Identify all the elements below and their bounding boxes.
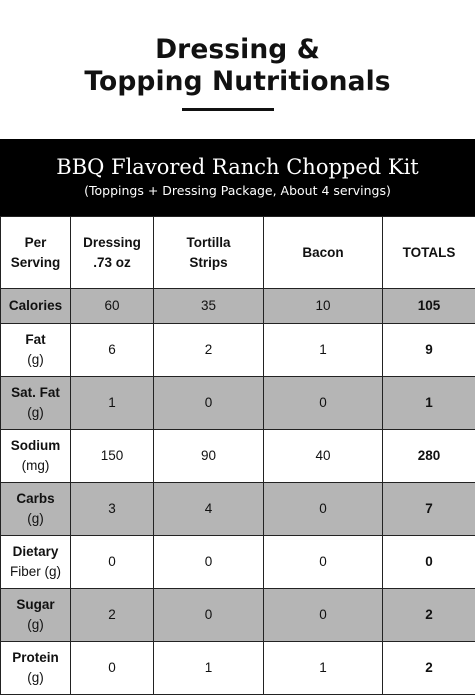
total-value: 7 [383, 483, 475, 536]
bacon-value: 1 [264, 324, 383, 377]
table-row [1, 377, 475, 430]
tortilla-value: 1 [154, 642, 264, 695]
product-serving-note: (Toppings + Dressing Package, About 4 servings) [84, 183, 391, 198]
product-header [0, 139, 475, 216]
table-row [1, 536, 475, 589]
nutrient-label: Sat. Fat [11, 385, 60, 400]
header-dressing [71, 217, 154, 289]
total-value: 2 [383, 642, 475, 695]
nutrient-unit: (g) [27, 405, 44, 420]
page-title-line-2: Topping Nutritionals [84, 66, 391, 97]
tortilla-value: 0 [154, 589, 264, 642]
bacon-value: 0 [264, 536, 383, 589]
nutrient-name [1, 642, 71, 695]
nutrient-name [1, 589, 71, 642]
header-tortilla-strips [154, 217, 264, 289]
nutrient-label: Sodium [10, 438, 61, 453]
header-per-serving [1, 217, 71, 289]
header-per-serving-line-1: Per [24, 234, 47, 250]
bacon-value: 40 [264, 430, 383, 483]
nutrient-unit: (g) [27, 670, 44, 685]
dressing-value: 2 [71, 589, 154, 642]
page-title-line-1: Dressing & [155, 34, 320, 65]
nutrient-label: Protein [12, 650, 59, 665]
dressing-value: 6 [71, 324, 154, 377]
title-underline [182, 108, 274, 111]
total-value: 1 [383, 377, 475, 430]
table-row [1, 642, 475, 695]
table-row [1, 483, 475, 536]
nutrient-unit: (g) [27, 511, 44, 526]
nutrient-label: Fat [25, 332, 46, 347]
header-tortilla-line-1: Tortilla [186, 234, 231, 250]
bacon-value: 1 [264, 642, 383, 695]
header-dressing-line-2: .73 oz [93, 254, 131, 270]
total-value: 0 [383, 536, 475, 589]
page-title [0, 34, 475, 98]
dressing-value: 0 [71, 642, 154, 695]
dressing-value: 3 [71, 483, 154, 536]
total-value: 105 [383, 289, 475, 324]
tortilla-value: 90 [154, 430, 264, 483]
nutrient-label: Sugar [16, 597, 55, 612]
dressing-value: 60 [71, 289, 154, 324]
nutrient-name [1, 430, 71, 483]
nutrient-name [1, 289, 71, 324]
tortilla-value: 0 [154, 377, 264, 430]
nutrient-unit: (mg) [21, 458, 50, 473]
nutrient-name [1, 324, 71, 377]
total-value: 9 [383, 324, 475, 377]
table-row [1, 289, 475, 324]
tortilla-value: 4 [154, 483, 264, 536]
header-dressing-line-1: Dressing [83, 234, 141, 250]
nutrient-label: Dietary [12, 544, 59, 559]
header-tortilla-line-2: Strips [189, 254, 228, 270]
bacon-value: 10 [264, 289, 383, 324]
nutrient-unit: (g) [27, 352, 44, 367]
bacon-value: 0 [264, 483, 383, 536]
nutrient-name [1, 536, 71, 589]
tortilla-value: 2 [154, 324, 264, 377]
header-totals-label: TOTALS [402, 244, 456, 260]
tortilla-value: 0 [154, 536, 264, 589]
total-value: 2 [383, 589, 475, 642]
nutrient-label: Carbs [16, 491, 55, 506]
tortilla-value: 35 [154, 289, 264, 324]
nutrient-unit: (g) [27, 617, 44, 632]
header-per-serving-line-2: Serving [10, 254, 61, 270]
table-row [1, 589, 475, 642]
bacon-value: 0 [264, 589, 383, 642]
table-row [1, 324, 475, 377]
product-name: BBQ Flavored Ranch Chopped Kit [56, 155, 419, 179]
nutrient-unit: Fiber (g) [9, 564, 61, 579]
header-bacon [264, 217, 383, 289]
dressing-value: 1 [71, 377, 154, 430]
nutrient-name [1, 377, 71, 430]
nutrition-table [0, 216, 475, 695]
dressing-value: 0 [71, 536, 154, 589]
table-header-row [1, 217, 475, 289]
nutrient-name [1, 483, 71, 536]
header-bacon-label: Bacon [302, 244, 344, 260]
header-totals [383, 217, 475, 289]
dressing-value: 150 [71, 430, 154, 483]
table-row [1, 430, 475, 483]
total-value: 280 [383, 430, 475, 483]
nutrient-label: Calories [8, 298, 63, 313]
bacon-value: 0 [264, 377, 383, 430]
